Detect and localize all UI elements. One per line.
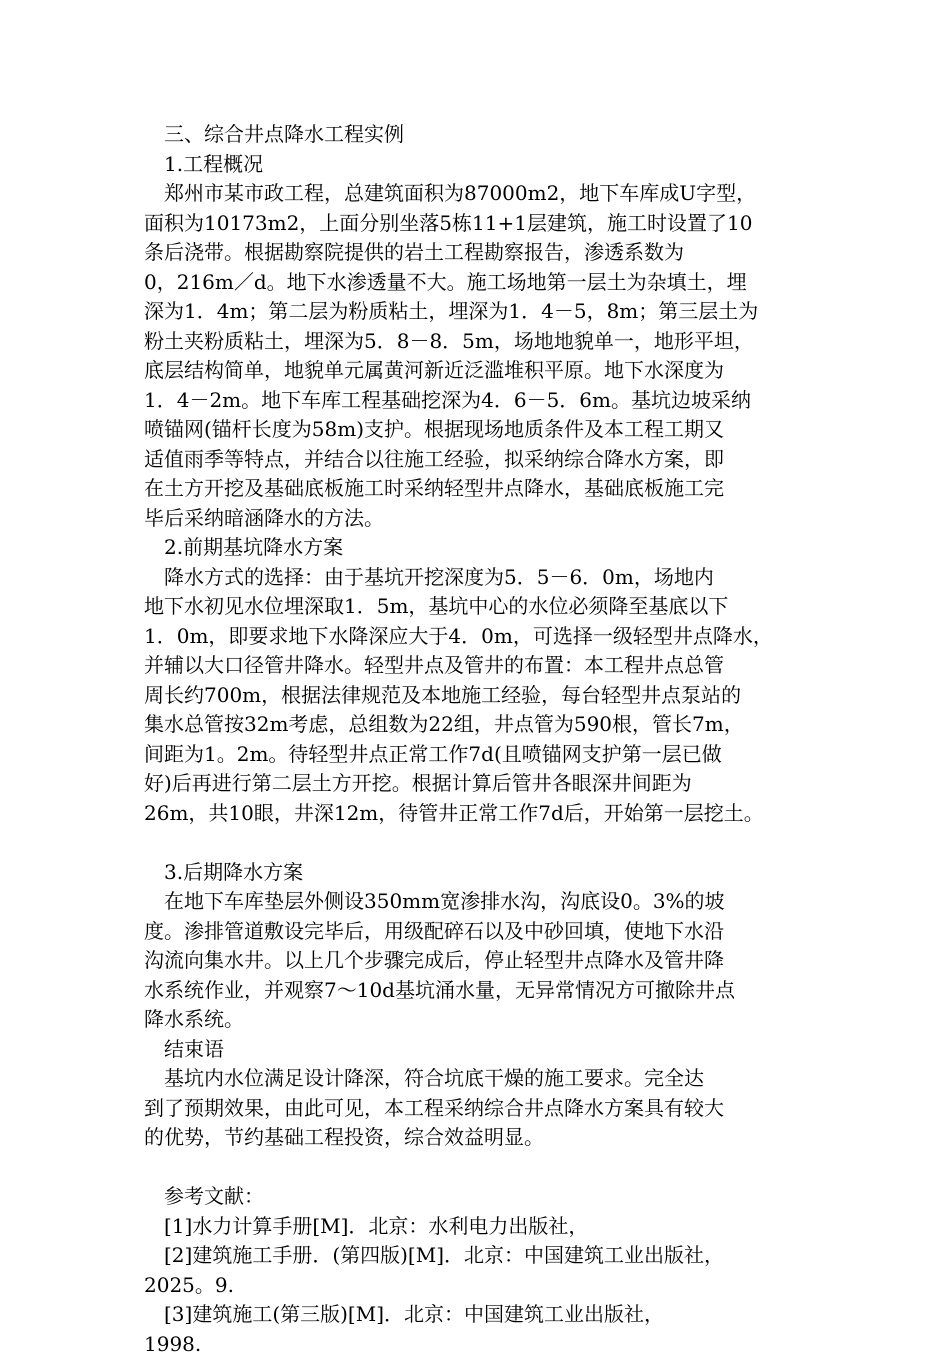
subsection-heading-early-dewatering-text: 2.前期基坑降水方案 — [164, 535, 343, 559]
paragraph-line: 深为1．4m；第二层为粉质粘土，埋深为1．4－5，8m；第三层土为 — [144, 297, 812, 327]
paragraph-line: 在地下车库垫层外侧设350mm宽渗排水沟，沟底设0。3%的坡 — [144, 887, 812, 917]
section-title — [144, 120, 812, 150]
paragraph-line: 1．4－2m。地下车库工程基础挖深为4．6－5．6m。基坑边坡采纳 — [144, 386, 812, 416]
paragraph-line: 到了预期效果，由此可见，本工程采纳综合井点降水方案具有较大 — [144, 1094, 812, 1124]
conclusion-heading — [144, 1035, 812, 1065]
document-page — [144, 120, 812, 1359]
paragraph-line: 度。渗排管道敷设完毕后，用级配碎石以及中砂回填，使地下水沿 — [144, 917, 812, 947]
subsection-heading-early-dewatering — [144, 533, 812, 563]
paragraph-line: 粉土夹粉质粘土，埋深为5．8－8．5m，场地地貌单一，地形平坦， — [144, 327, 812, 357]
spacer — [144, 828, 812, 858]
paragraph-line: 的优势，节约基础工程投资，综合效益明显。 — [144, 1123, 812, 1153]
paragraph-line: 适值雨季等特点，并结合以往施工经验，拟采纳综合降水方案，即 — [144, 445, 812, 475]
paragraph-line: 沟流向集水井。以上几个步骤完成后，停止轻型井点降水及管井降 — [144, 946, 812, 976]
references-heading — [144, 1182, 812, 1212]
paragraph-line: 地下水初见水位埋深取1．5m，基坑中心的水位必须降至基底以下 — [144, 592, 812, 622]
subsection-heading-overview — [144, 150, 812, 180]
paragraph-line: 毕后采纳暗涵降水的方法。 — [144, 504, 812, 534]
paragraph-line: 水系统作业，并观察7～10d基坑涌水量，无异常情况方可撤除井点 — [144, 976, 812, 1006]
spacer — [144, 1153, 812, 1183]
paragraph-line: 喷锚网(锚杆长度为58m)支护。根据现场地质条件及本工程工期又 — [144, 415, 812, 445]
reference-line: 1998. — [144, 1330, 812, 1359]
subsection-heading-overview-text: 1.工程概况 — [164, 152, 263, 176]
references-heading-text: 参考文献： — [164, 1184, 264, 1208]
paragraph-line: 面积为10173m2，上面分别坐落5栋11+1层建筑，施工时设置了10 — [144, 209, 812, 239]
paragraph-line: 郑州市某市政工程，总建筑面积为87000m2，地下车库成U字型， — [144, 179, 812, 209]
paragraph-line: 底层结构简单，地貌单元属黄河新近泛滥堆积平原。地下水深度为 — [144, 356, 812, 386]
section-title-text: 三、综合井点降水工程实例 — [164, 122, 404, 146]
reference-line: [3]建筑施工(第三版)[M]．北京：中国建筑工业出版社， — [144, 1300, 812, 1330]
paragraph-line: 1．0m，即要求地下水降深应大于4．0m，可选择一级轻型井点降水， — [144, 622, 812, 652]
paragraph-line: 周长约700m，根据法律规范及本地施工经验，每台轻型井点泵站的 — [144, 681, 812, 711]
paragraph-line: 降水方式的选择：由于基坑开挖深度为5．5－6．0m，场地内 — [144, 563, 812, 593]
paragraph-line: 集水总管按32m考虑，总组数为22组，井点管为590根，管长7m， — [144, 710, 812, 740]
reference-line: [1]水力计算手册[M]．北京：水利电力出版社， — [144, 1212, 812, 1242]
conclusion-heading-text: 结束语 — [164, 1037, 224, 1061]
paragraph-line: 间距为1。2m。待轻型井点正常工作7d(且喷锚网支护第一层已做 — [144, 740, 812, 770]
paragraph-line: 并辅以大口径管井降水。轻型井点及管井的布置：本工程井点总管 — [144, 651, 812, 681]
paragraph-line: 26m，共10眼，井深12m，待管井正常工作7d后，开始第一层挖土。 — [144, 799, 812, 829]
paragraph-line: 基坑内水位满足设计降深，符合坑底干燥的施工要求。完全达 — [144, 1064, 812, 1094]
paragraph-line: 降水系统。 — [144, 1005, 812, 1035]
subsection-heading-late-dewatering — [144, 858, 812, 888]
paragraph-line: 好)后再进行第二层土方开挖。根据计算后管井各眼深井间距为 — [144, 769, 812, 799]
paragraph-line: 条后浇带。根据勘察院提供的岩土工程勘察报告，渗透系数为 — [144, 238, 812, 268]
reference-line: [2]建筑施工手册．(第四版)[M]．北京：中国建筑工业出版社， — [144, 1241, 812, 1271]
paragraph-line: 在土方开挖及基础底板施工时采纳轻型井点降水，基础底板施工完 — [144, 474, 812, 504]
subsection-heading-late-dewatering-text: 3.后期降水方案 — [164, 860, 303, 884]
paragraph-line: 0，216m／d。地下水渗透量不大。施工场地第一层土为杂填土，埋 — [144, 268, 812, 298]
reference-line: 2025。9. — [144, 1271, 812, 1301]
